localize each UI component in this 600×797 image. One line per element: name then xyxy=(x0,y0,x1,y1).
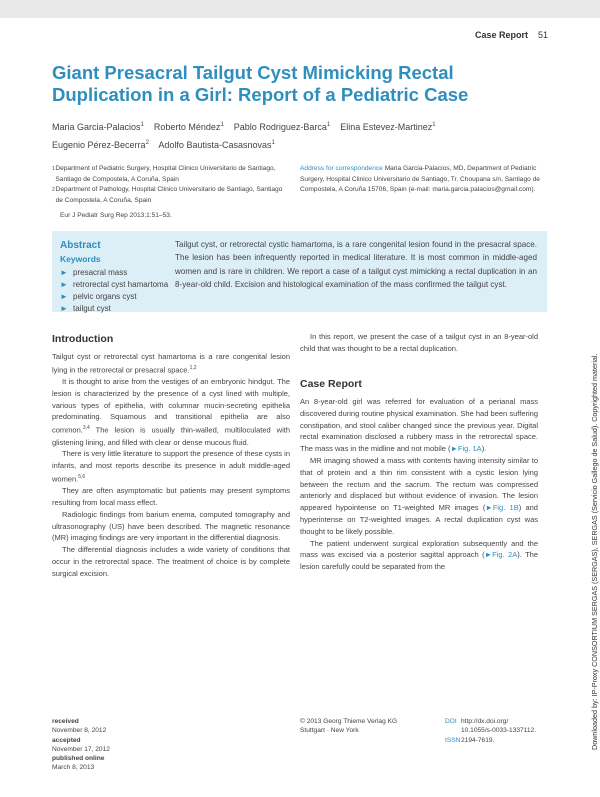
keyword-text: pelvic organs cyst xyxy=(73,292,137,301)
author-affiliation-mark: 1 xyxy=(271,140,275,146)
download-watermark: Downloaded by: IP-Proxy CONSORTIUM SERGAS (SERGAS), SERGAS (Servicio Gallego de Salud). Copyrighted material. xyxy=(590,353,599,750)
reference-mark: 3,4 xyxy=(82,425,90,432)
paragraph-text: ). xyxy=(481,444,487,454)
paragraph: Radiologic findings from barium enema, computed tomography and ultrasonography (US) have been described. The magnetic resonance (MR) imaging findings are very important in the differential diagnosis. xyxy=(52,509,290,543)
paragraph: In this report, we present the case of a tailgut cyst in an 8-year-old child that was thought to be a rectal duplication. xyxy=(300,332,538,353)
paragraph-text: ) and hyperintense on T2-weighted images. A rectal duplication cyst was thought to be likely possible. xyxy=(300,503,538,536)
case-report-heading: Case Report xyxy=(300,378,362,390)
publisher-block xyxy=(300,717,397,736)
author: Roberto Méndez xyxy=(153,122,221,132)
reference-mark: 1,2 xyxy=(189,364,197,371)
keyword-item xyxy=(60,267,170,279)
abstract-text: Tailgut cyst, or retrorectal cystic hamartoma, is a rare congenital lesion found in the presacral space. The lesion has been infrequently reported in medical literature. It is most common in middle-aged women and is rare in children. We report a case of a tailgut cyst mimicking a rectal duplication in an 8-year-old child. Excision and histological examination of the mass confirmed the tailgut cyst. xyxy=(175,240,537,289)
paragraph-text: There is very little literature to support the presence of these cysts in infants, and most reports describe its presence in adult middle-aged women. xyxy=(52,449,290,484)
doi-label: DOI xyxy=(445,718,457,725)
paragraph xyxy=(300,455,538,538)
accepted-date: November 17, 2012 xyxy=(52,745,110,753)
figure-link[interactable]: ►Fig. 1A xyxy=(450,444,482,454)
affiliation-number: 2 xyxy=(52,187,55,193)
author: Elina Estevez-Martinez xyxy=(340,122,433,132)
paragraph-text: ). The lesion carefully could be separated from the xyxy=(300,550,539,572)
affiliation-item xyxy=(52,164,290,185)
author-affiliation-mark: 1 xyxy=(432,122,436,128)
keyword-item xyxy=(60,279,170,291)
affiliations xyxy=(52,164,290,206)
paragraph xyxy=(52,448,290,485)
affiliation-text: Department of Pediatric Surgery, Hospital Clinico Universitario de Santiago, Santiago de Compostela, A Coruña, Spain xyxy=(55,165,276,183)
paragraph xyxy=(300,396,538,455)
received-label: received xyxy=(52,718,79,725)
doi-link[interactable]: http://dx.doi.org/ xyxy=(461,718,509,725)
author: Pablo Rodriguez-Barca xyxy=(233,122,327,132)
paragraph xyxy=(52,376,290,448)
affiliation-number: 1 xyxy=(52,166,55,172)
author: Eugenio Pérez-Becerra xyxy=(52,140,146,150)
doi-block xyxy=(445,717,536,745)
arrow-icon: ► xyxy=(60,268,68,277)
author-affiliation-mark: 1 xyxy=(220,122,224,128)
keyword-text: presacral mass xyxy=(73,268,128,277)
page-number: 51 xyxy=(537,30,548,40)
keywords-heading: Keywords xyxy=(60,254,101,264)
keyword-item xyxy=(60,291,170,303)
issn-value: 2194-7619. xyxy=(461,736,495,744)
paragraph-text: An 8-year-old girl was referred for evaluation of a perianal mass discovered during routine physical examination. She had been suffering constipation, and stool caliber changed since the previous year. Digital rectal examination disclosed a rubbery mass in the retrorectal space. The mass was in the midline and not mobile ( xyxy=(300,397,538,454)
author-list xyxy=(52,117,522,153)
paragraph: The differential diagnosis includes a wide variety of conditions that occur in the retrorectal space. The treatment of choice is by complete surgical excision. xyxy=(52,545,290,578)
affiliation-text: Department of Pathology, Hospital Clinico Universitario de Santiago, Santiago de Compostela, A Coruña, Spain xyxy=(55,186,283,204)
author-affiliation-mark: 1 xyxy=(140,122,144,128)
correspondence-text: Maria Garcia-Palacios, MD, Department of Pediatric Surgery, Hospital Clinico Universitario de Santiago, Tr. Choupana s/n, Santiago de Compostela, A Coruña 15706, Spain (e-mail: maria.garcia.palacios@gmail.com). xyxy=(300,165,540,193)
keyword-text: tailgut cyst xyxy=(73,304,111,313)
arrow-icon: ► xyxy=(60,280,68,289)
running-header xyxy=(475,30,548,40)
received-date: November 8, 2012 xyxy=(52,727,107,735)
issn-label: ISSN xyxy=(445,736,461,744)
figure-link[interactable]: ►Fig. 2A xyxy=(484,550,518,560)
paragraph xyxy=(300,538,538,573)
doi-id: 10.1055/s-0033-1337112. xyxy=(461,727,537,735)
affiliation-item xyxy=(52,185,290,206)
paragraph-text: Tailgut cyst or retrorectal cyst hamartoma is a rare congenital lesion lying in the retrorectal or presacral space. xyxy=(52,352,290,375)
correspondence-label: Address for correspondence xyxy=(300,165,383,172)
section-label: Case Report xyxy=(474,30,528,40)
correspondence xyxy=(300,164,540,196)
keyword-text: retrorectal cyst hamartoma xyxy=(73,280,169,289)
keywords-list xyxy=(60,267,170,315)
paragraph-text: The patient underwent surgical exploration subsequently and the mass was excised via a posterior sagittal approach ( xyxy=(300,538,538,560)
paragraph-text: The lesion is usually thin-walled, multiloculated with glistening lining, and filled with clear or dense mucous fluid. xyxy=(52,425,290,447)
figure-link[interactable]: ►Fig. 1B xyxy=(485,503,519,513)
introduction-continued xyxy=(300,331,538,355)
article-title: Giant Presacral Tailgut Cyst Mimicking Rectal Duplication in a Girl: Report of a Pediatric Case xyxy=(52,62,469,105)
author: Maria Garcia-Palacios xyxy=(52,122,141,132)
paragraph-text: It is thought to arise from the vestiges of an embryonic hindgut. The lesion is characterized by the presence of a cyst lined with multiple, various types of epithelia, with columnar mucin-secreting epithelia predominating. Squamous and transitional epithelia are also common. xyxy=(52,377,290,435)
citation: Eur J Pediatr Surg Rep 2013;1:51–53. xyxy=(60,212,172,219)
introduction-heading: Introduction xyxy=(52,333,114,345)
reference-mark: 5,6 xyxy=(78,473,86,480)
arrow-icon: ► xyxy=(60,304,68,313)
case-report-body xyxy=(300,396,538,573)
abstract-heading: Abstract xyxy=(60,240,101,251)
paragraph xyxy=(52,351,290,376)
published-date: March 8, 2013 xyxy=(52,764,95,772)
copyright: © 2013 Georg Thieme Verlag KG xyxy=(300,718,398,725)
top-bar xyxy=(0,0,600,18)
introduction-body xyxy=(52,351,290,580)
published-label: published online xyxy=(52,755,105,763)
keyword-item xyxy=(60,303,170,315)
paragraph-text: MR imaging showed a mass with contents having intensity similar to that of protein and a thin rim consistent with a cystic lesion lying between the rectum and the sacrum. The rectum was compressed anteriorly and displaced but without evidence of invasion. The lesion appeared hypointense on T1-weighted MR images ( xyxy=(300,455,538,513)
paragraph: They are often asymptomatic but patients may present symptoms resulting from local mass effect. xyxy=(52,486,290,508)
author-affiliation-mark: 2 xyxy=(145,140,149,146)
arrow-icon: ► xyxy=(60,292,68,301)
accepted-label: accepted xyxy=(52,736,81,744)
publisher-location: Stuttgart · New York xyxy=(300,727,359,735)
dates-block xyxy=(52,717,110,773)
author: Adolfo Bautista-Casasnovas xyxy=(158,140,272,150)
author-affiliation-mark: 1 xyxy=(326,122,331,128)
